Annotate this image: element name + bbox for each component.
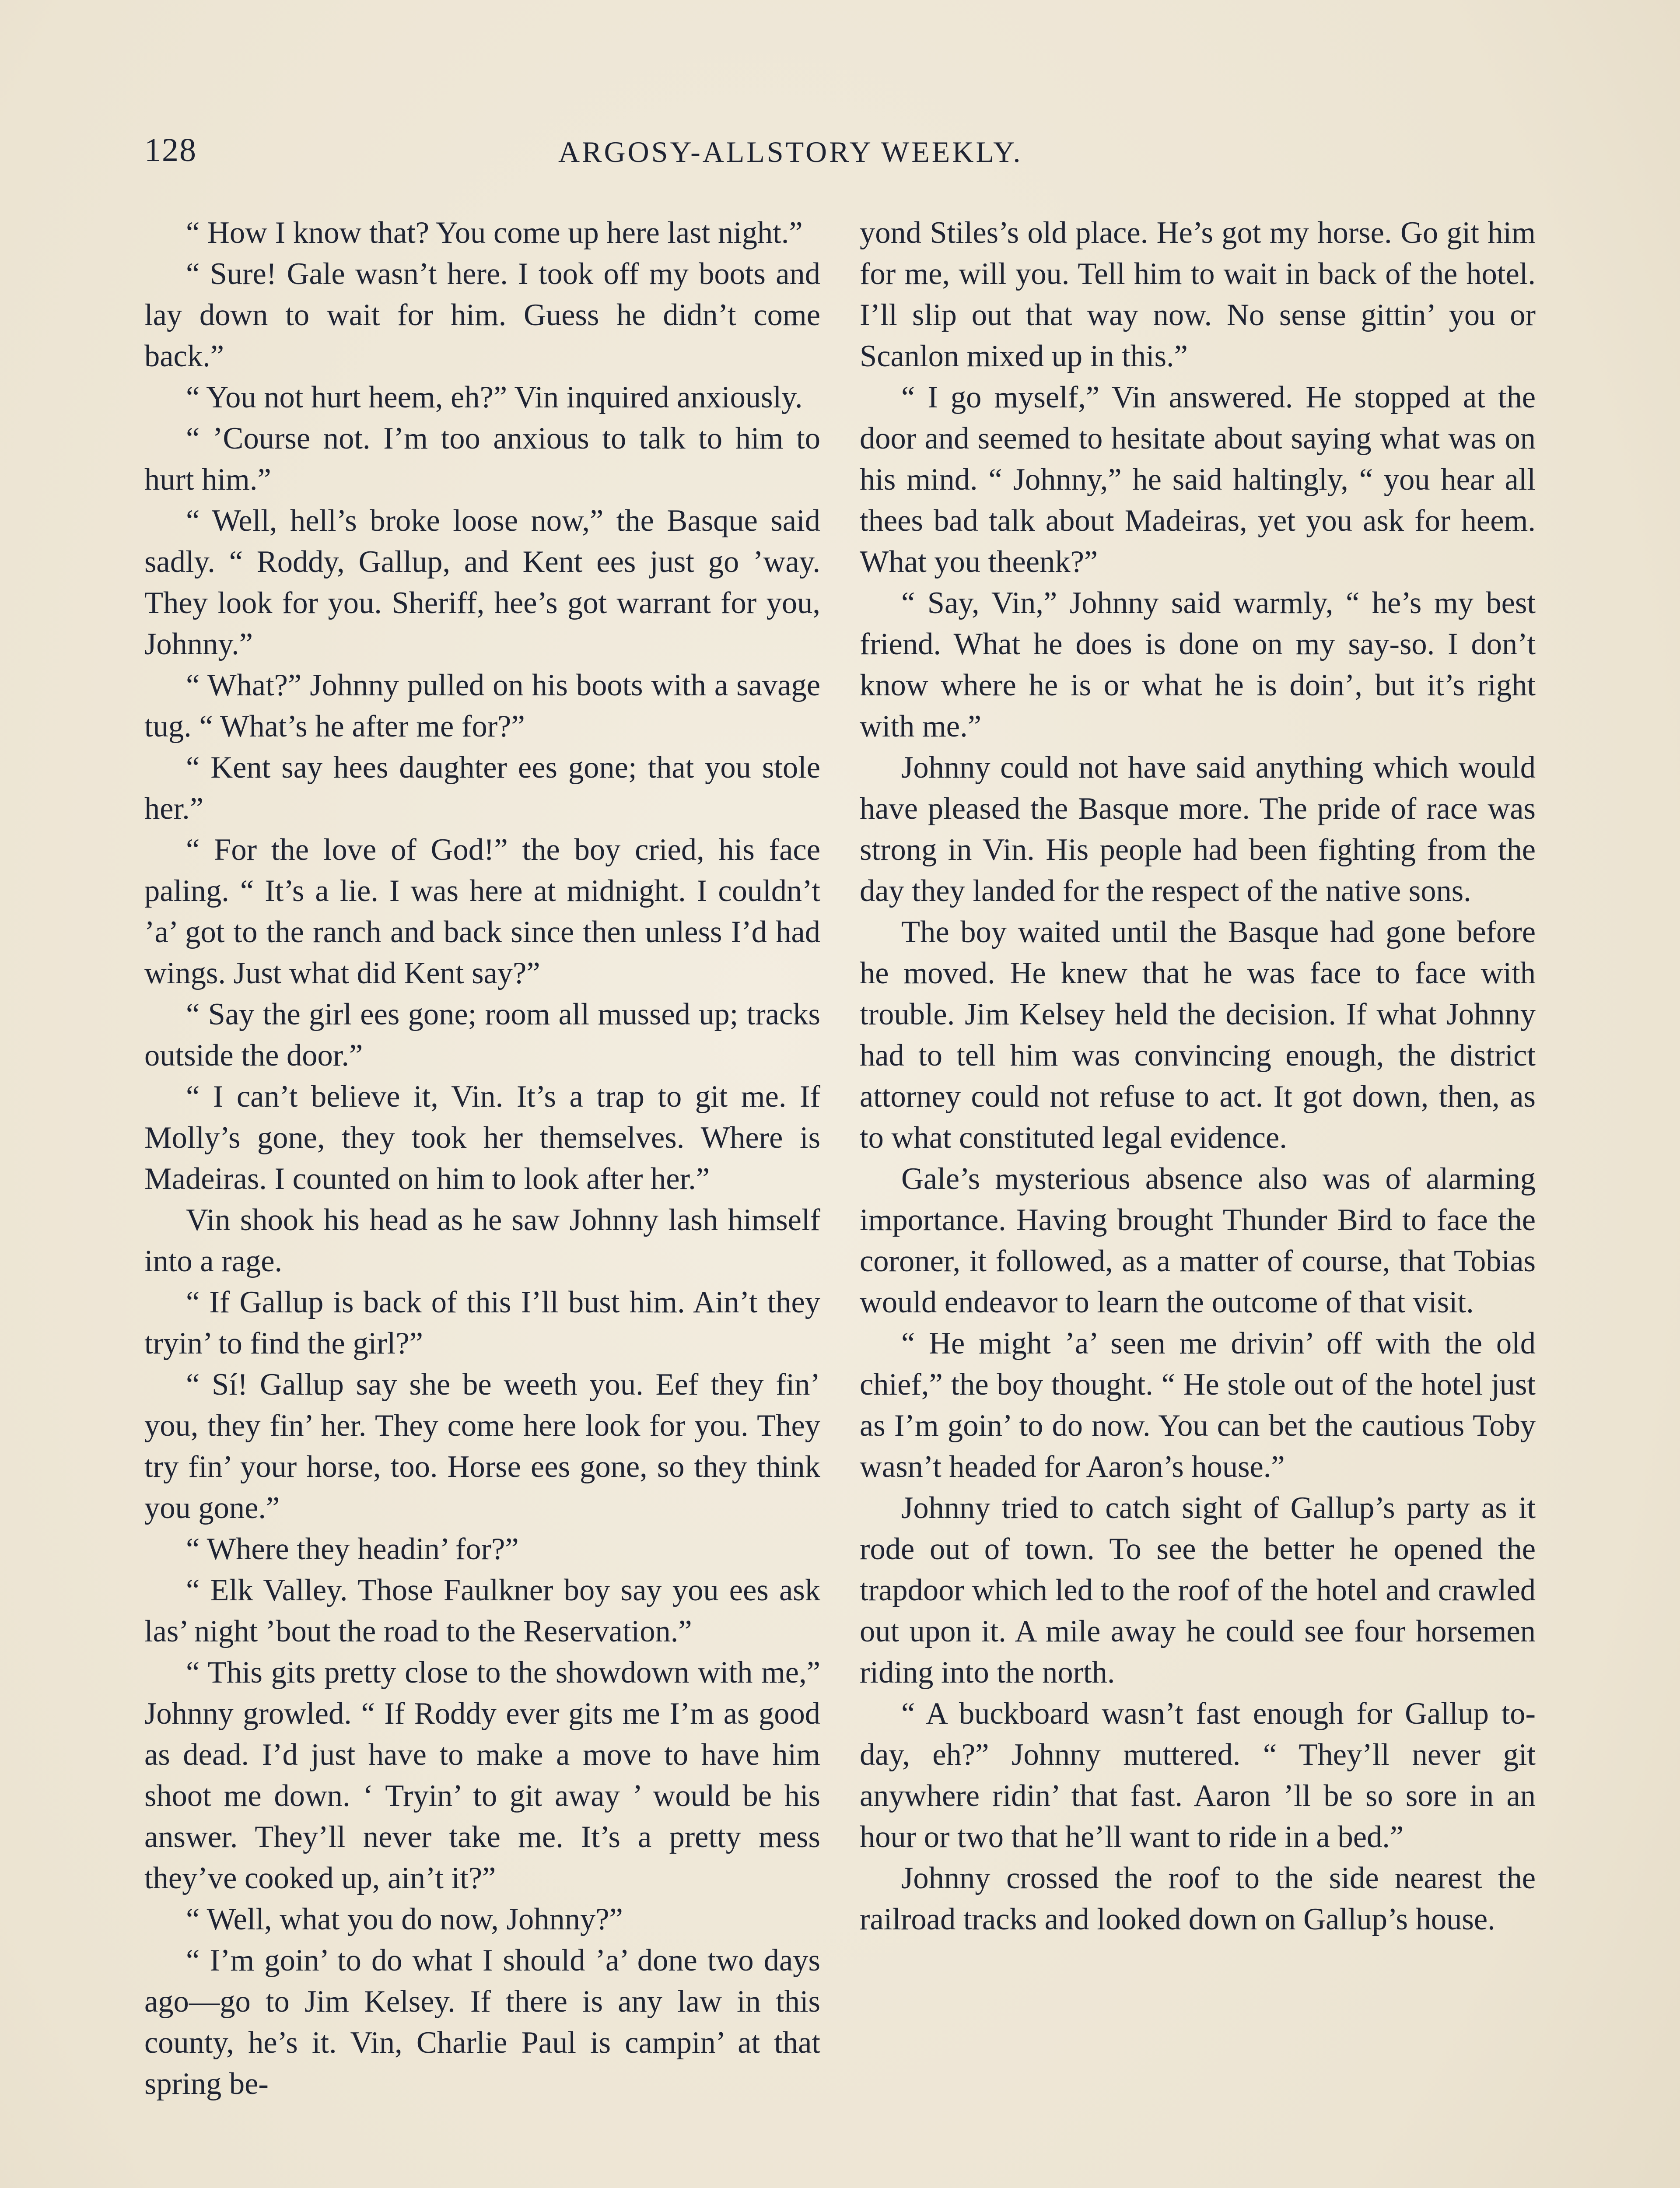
paragraph: “ What?” Johnny pulled on his boots with a savage tug. “ What’s he after me for?” [144, 668, 820, 743]
paragraph: “ This gits pretty close to the showdown with me,” Johnny growled. “ If Roddy ever gits me I’m as good as dead. I’d just have to make a move to have him shoot me down. ‘ Tryin’ to git away ’ would be his answer. They’ll never take me. It’s a pretty mess they’ve cooked up, ain’t it?” [144, 1655, 820, 1895]
paragraph: “ I’m goin’ to do what I should ’a’ done two days ago—go to Jim Kelsey. If there is any law in this county, he’s it. Vin, Charlie Paul is campin’ at that spring be- [144, 1943, 820, 2101]
paragraph: Johnny could not have said anything which would have pleased the Basque more. The pride of race was strong in Vin. His people had been fighting from the day they landed for the respect of the native sons. [860, 750, 1536, 908]
page-number: 128 [144, 132, 197, 168]
page-header [144, 131, 1151, 179]
paragraph: “ Where they headin’ for?” [186, 1532, 519, 1566]
paragraph: “ ’Course not. I’m too anxious to talk to him to hurt him.” [144, 421, 820, 497]
paragraph: “ Well, what you do now, Johnny?” [186, 1902, 623, 1936]
paragraph: “ Kent say hees daughter ees gone; that you stole her.” [144, 750, 820, 826]
paragraph: “ Say the girl ees gone; room all mussed up; tracks outside the door.” [144, 997, 820, 1073]
running-title: ARGOSY-ALLSTORY WEEKLY. [558, 135, 1023, 168]
paragraph: “ A buckboard wasn’t fast enough for Gallup to-day, eh?” Johnny muttered. “ They’ll never git anywhere ridin’ that fast. Aaron ’ll be so sore in an hour or two that he’ll want to ride in a bed.” [860, 1697, 1536, 1854]
paragraph: “ You not hurt heem, eh?” Vin inquired anxiously. [186, 380, 803, 414]
paragraph: “ Well, hell’s broke loose now,” the Basque said sadly. “ Roddy, Gallup, and Kent ees just go ’way. They look for you. Sheriff, hee’s got warrant for you, Johnny.” [144, 504, 820, 661]
paragraph: “ Say, Vin,” Johnny said warmly, “ he’s my best friend. What he does is done on my say-so. I don’t know where he is or what he is doin’, but it’s right with me.” [860, 586, 1536, 743]
paragraph: Gale’s mysterious absence also was of alarming importance. Having brought Thunder Bird to face the coroner, it followed, as a matter of course, that Tobias would endeavor to learn the outcome of that visit. [860, 1162, 1536, 1319]
right-column [860, 212, 1536, 2188]
left-column [144, 212, 820, 2188]
paragraph: “ Sure! Gale wasn’t here. I took off my boots and lay down to wait for him. Guess he didn’t come back.” [144, 257, 820, 373]
paragraph: “ Elk Valley. Those Faulkner boy say you ees ask las’ night ’bout the road to the Reservation.” [144, 1573, 820, 1648]
paragraph: Vin shook his head as he saw Johnny lash himself into a rage. [144, 1203, 820, 1278]
paragraph: “ How I know that? You come up here last night.” [186, 216, 803, 250]
paragraph-continued: yond Stiles’s old place. He’s got my horse. Go git him for me, will you. Tell him to wait in back of the hotel. I’ll slip out that way now. No sense gittin’ you or Scanlon mixed up in this.” [860, 216, 1536, 373]
paragraph: “ He might ’a’ seen me drivin’ off with the old chief,” the boy thought. “ He stole out of the hotel just as I’m goin’ to do now. You can bet the cautious Toby wasn’t headed for Aaron’s house.” [860, 1326, 1536, 1484]
paragraph: Johnny crossed the roof to the side nearest the railroad tracks and looked down on Gallup’s house. [860, 1861, 1536, 1936]
paragraph: The boy waited until the Basque had gone before he moved. He knew that he was face to face with trouble. Jim Kelsey held the decision. If what Johnny had to tell him was convincing enough, the district attorney could not refuse to act. It got down, then, as to what constituted legal evidence. [860, 915, 1536, 1155]
paragraph: “ Sí! Gallup say she be weeth you. Eef they fin’ you, they fin’ her. They come here look for you. They try fin’ your horse, too. Horse ees gone, so they think you gone.” [144, 1368, 820, 1525]
paragraph: “ For the love of God!” the boy cried, his face paling. “ It’s a lie. I was here at midnight. I couldn’t ’a’ got to the ranch and back since then unless I’d had wings. Just what did Kent say?” [144, 833, 820, 990]
paragraph: “ I go myself,” Vin answered. He stopped at the door and seemed to hesitate about saying what was on his mind. “ Johnny,” he said haltingly, “ you hear all thees bad talk about Madeiras, yet you ask for heem. What you theenk?” [860, 380, 1536, 579]
paragraph: Johnny tried to catch sight of Gallup’s party as it rode out of town. To see the better he opened the trapdoor which led to the roof of the hotel and crawled out upon it. A mile away he could see four horsemen riding into the north. [860, 1491, 1536, 1690]
paragraph: “ I can’t believe it, Vin. It’s a trap to git me. If Molly’s gone, they took her themselves. Where is Madeiras. I counted on him to look after her.” [144, 1080, 820, 1196]
paragraph: “ If Gallup is back of this I’ll bust him. Ain’t they tryin’ to find the girl?” [144, 1285, 820, 1360]
